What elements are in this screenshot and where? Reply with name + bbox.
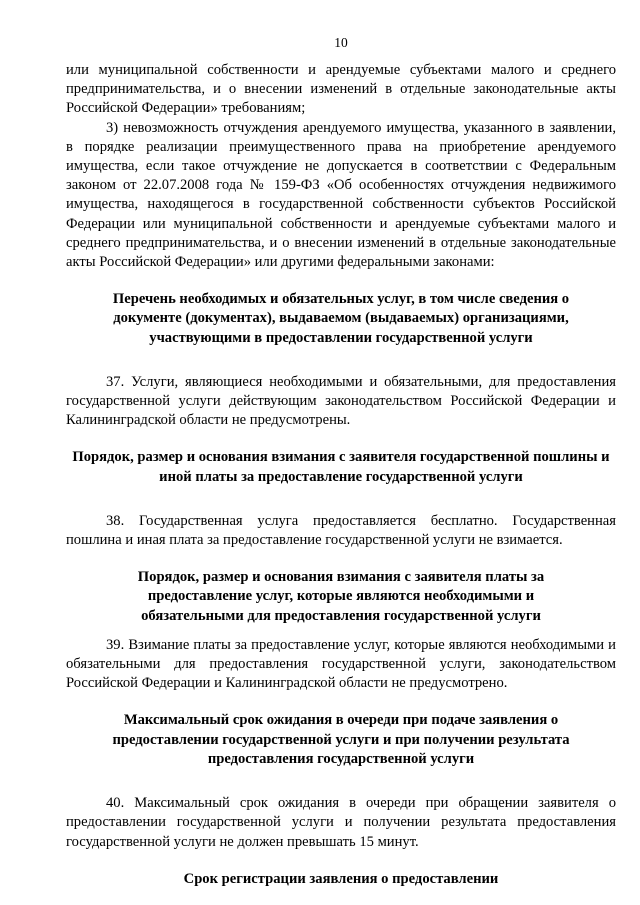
- paragraph-continuation: или муниципальной собственности и арендуемые субъектами малого и среднего предпринимательства, и о внесении изменений в отдельные законодательные акты Российской Федерации» требованиям;: [66, 62, 616, 117]
- section-heading-wait: Максимальный срок ожидания в очереди при подаче заявления о предоставлении государственной услуги и при получении результата предоставления государственной услуги: [112, 712, 570, 767]
- document-body: [66, 61, 616, 889]
- section-heading-registration: Срок регистрации заявления о предоставлении: [183, 870, 499, 887]
- section-heading-services: Перечень необходимых и обязательных услуг, в том числе сведения о документе (документах), выдаваемом (выдаваемых) организациями, участвующими в предоставлении государственной услуги: [112, 291, 570, 346]
- paragraph-38: 38. Государственная услуга предоставляется бесплатно. Государственная пошлина и иная плата за предоставление государственной услуги не взимается.: [66, 512, 616, 549]
- paragraph-40: 40. Максимальный срок ожидания в очереди при обращении заявителя о предоставлении государственной услуги и получении результата предоставления государственной услуги не должен превышать 15 минут.: [66, 795, 616, 850]
- paragraph-item-3: 3) невозможность отчуждения арендуемого имущества, указанного в заявлении, в порядке реализации преимущественного права на приобретение арендуемого имущества, если такое отчуждение не допускается в соответствии с Федеральным законом от 22.07.2008 года № 159-ФЗ «Об особенностях отчуждения недвижимого имущества, находящегося в государственной собственности субъектов Российской Федерации или муниципальной собственности и арендуемые субъектами малого и среднего предпринимательства, и о внесении изменений в отдельные законодательные акты Российской Федерации» или другими федеральными законами:: [66, 119, 616, 271]
- paragraph-39: 39. Взимание платы за предоставление услуг, которые являются необходимыми и обязательными для предоставления государственной услуги, законодательством Российской Федерации и Калининградской области не предусмотрено.: [66, 636, 616, 692]
- page-number: 10: [334, 35, 348, 50]
- section-heading-fee: Порядок, размер и основания взимания с заявителя государственной пошлины и иной платы за предоставление государственной услуги: [72, 449, 610, 485]
- paragraph-37: 37. Услуги, являющиеся необходимыми и обязательными, для предоставления государственной услуги действующим законодательством Российской Федерации и Калининградской области не предусмотрены.: [66, 373, 616, 429]
- section-heading-fee-necessary: Порядок, размер и основания взимания с заявителя платы за предоставление услуг, которые являются необходимыми и обязательными для предоставления государственной услуги: [137, 569, 545, 624]
